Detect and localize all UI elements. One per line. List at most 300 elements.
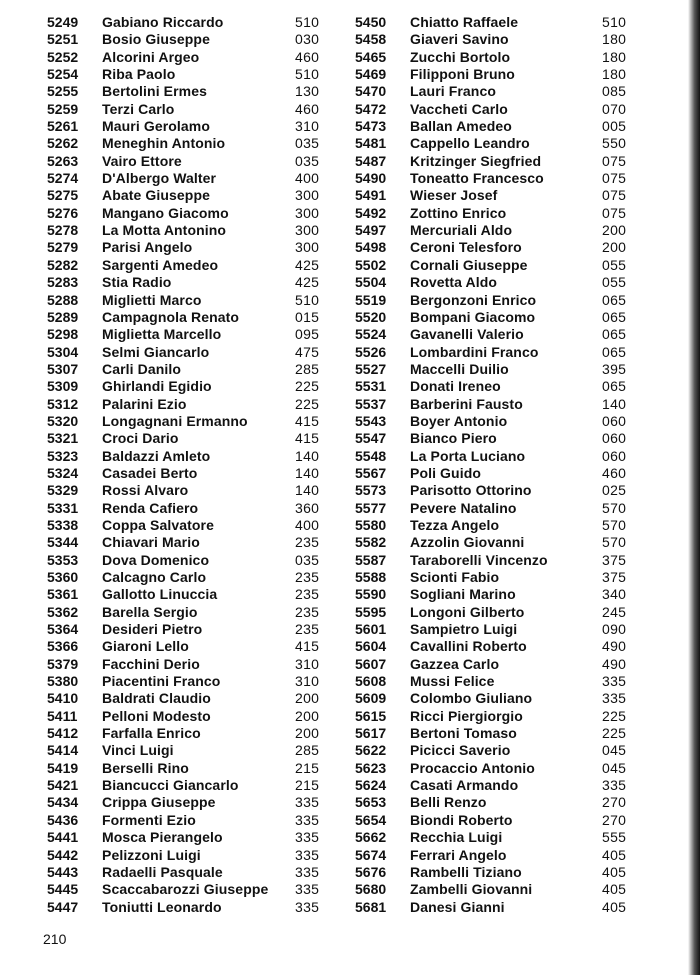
entry-code: 425: [295, 256, 320, 273]
entry-number: 5274: [47, 170, 79, 187]
list-item: [355, 812, 655, 829]
entry-code: 095: [295, 326, 320, 343]
list-item: [355, 31, 655, 48]
entry-code: 235: [295, 534, 320, 551]
entry-code: 570: [602, 534, 627, 551]
entry-number: 5654: [355, 811, 387, 828]
list-item: [355, 847, 655, 864]
list-item: [47, 725, 347, 742]
entry-name: Bertoni Tomaso: [410, 725, 517, 742]
list-item: [355, 552, 655, 569]
entry-code: 065: [602, 343, 627, 360]
entry-name: Gallotto Linuccia: [102, 586, 218, 603]
entry-number: 5604: [355, 638, 387, 655]
entry-number: 5288: [47, 291, 79, 308]
list-item: [355, 344, 655, 361]
list-item: [355, 708, 655, 725]
entry-name: Gavanelli Valerio: [410, 326, 524, 343]
entry-name: Longagnani Ermanno: [102, 412, 248, 429]
list-item: [355, 274, 655, 291]
entry-name: Piacentini Franco: [102, 673, 221, 690]
list-item: [47, 777, 347, 794]
entry-code: 245: [602, 603, 627, 620]
list-item: [47, 187, 347, 204]
entry-name: Recchia Luigi: [410, 829, 503, 846]
entry-name: Sampietro Luigi: [410, 621, 518, 638]
entry-code: 510: [295, 291, 320, 308]
entry-name: Lombardini Franco: [410, 343, 539, 360]
entry-name: Baldrati Claudio: [102, 690, 211, 707]
list-item: [47, 344, 347, 361]
entry-code: 085: [602, 83, 627, 100]
list-item: [355, 638, 655, 655]
list-item: [47, 656, 347, 673]
entry-name: Carli Danilo: [102, 360, 181, 377]
list-item: [47, 257, 347, 274]
entry-number: 5249: [47, 14, 79, 30]
entry-name: Sogliani Marino: [410, 586, 516, 603]
entry-code: 035: [295, 551, 320, 568]
entry-name: Parisi Angelo: [102, 239, 193, 256]
entry-name: Chiavari Mario: [102, 534, 200, 551]
list-item: [47, 378, 347, 395]
entry-name: Bosio Giuseppe: [102, 31, 210, 48]
entry-number: 5289: [47, 308, 79, 325]
entry-name: Giaveri Savino: [410, 31, 509, 48]
entry-code: 405: [602, 863, 627, 880]
entry-code: 060: [602, 430, 627, 447]
list-item: [47, 205, 347, 222]
entry-number: 5304: [47, 343, 79, 360]
list-item: [47, 118, 347, 135]
entry-number: 5344: [47, 534, 79, 551]
entry-number: 5379: [47, 655, 79, 672]
list-item: [47, 83, 347, 100]
list-item: [355, 413, 655, 430]
list-item: [355, 517, 655, 534]
entry-name: D'Albergo Walter: [102, 170, 217, 187]
list-item: [355, 690, 655, 707]
entry-code: 335: [295, 846, 320, 863]
entry-number: 5380: [47, 673, 79, 690]
entry-number: 5487: [355, 152, 387, 169]
entry-name: Stia Radio: [102, 274, 172, 291]
list-item: [47, 569, 347, 586]
list-item: [47, 326, 347, 343]
entry-name: Abate Giuseppe: [102, 187, 210, 204]
list-item: [47, 170, 347, 187]
entry-number: 5263: [47, 152, 79, 169]
entry-number: 5590: [355, 586, 387, 603]
entry-name: Filipponi Bruno: [410, 66, 515, 83]
entry-code: 285: [295, 742, 320, 759]
entry-code: 225: [602, 707, 627, 724]
entry-name: Poli Guido: [410, 464, 481, 481]
entry-code: 335: [602, 673, 627, 690]
entry-code: 035: [295, 135, 320, 152]
entry-name: Renda Cafiero: [102, 499, 199, 516]
entry-name: Bianco Piero: [410, 430, 497, 447]
list-item: [47, 500, 347, 517]
list-item: [47, 239, 347, 256]
list-item: [355, 656, 655, 673]
entry-code: 490: [602, 638, 627, 655]
entry-code: 235: [295, 621, 320, 638]
entry-number: 5261: [47, 118, 79, 135]
entry-number: 5309: [47, 378, 79, 395]
entry-code: 335: [602, 690, 627, 707]
entry-number: 5320: [47, 412, 79, 429]
entry-code: 225: [602, 725, 627, 742]
entry-number: 5588: [355, 569, 387, 585]
list-item: [355, 66, 655, 83]
entry-code: 570: [602, 516, 627, 533]
entry-code: 015: [295, 308, 320, 325]
entry-name: Ceroni Telesforo: [410, 239, 522, 256]
entry-code: 200: [295, 690, 320, 707]
entry-name: Mosca Pierangelo: [102, 829, 223, 846]
entry-name: Ghirlandi Egidio: [102, 378, 212, 395]
list-item: [47, 465, 347, 482]
entry-code: 490: [602, 655, 627, 672]
entry-number: 5531: [355, 378, 387, 395]
entry-name: Desideri Pietro: [102, 621, 203, 638]
entry-name: Scaccabarozzi Giuseppe: [102, 881, 269, 898]
list-item: [47, 812, 347, 829]
entry-number: 5527: [355, 360, 387, 377]
list-item: [355, 465, 655, 482]
entry-name: Miglietta Marcello: [102, 326, 222, 343]
list-item: [355, 673, 655, 690]
entry-number: 5622: [355, 742, 387, 759]
list-item: [47, 135, 347, 152]
entry-code: 235: [295, 586, 320, 603]
entry-number: 5324: [47, 464, 79, 481]
list-item: [47, 673, 347, 690]
list-item: [355, 239, 655, 256]
list-item: [47, 153, 347, 170]
list-item: [355, 604, 655, 621]
entry-number: 5362: [47, 603, 79, 620]
entry-number: 5436: [47, 811, 79, 828]
list-item: [355, 118, 655, 135]
entry-name: Cornali Giuseppe: [410, 256, 528, 273]
entry-name: Azzolin Giovanni: [410, 534, 525, 551]
entry-code: 335: [295, 863, 320, 880]
entry-code: 045: [602, 742, 627, 759]
list-item: [47, 847, 347, 864]
entry-number: 5307: [47, 360, 79, 377]
entry-name: Mauri Gerolamo: [102, 118, 210, 135]
list-item: [47, 621, 347, 638]
entry-code: 310: [295, 118, 320, 135]
entry-name: Scionti Fabio: [410, 569, 500, 585]
list-item: [355, 205, 655, 222]
entry-code: 510: [602, 14, 627, 30]
list-item: [355, 899, 655, 916]
list-item: [47, 742, 347, 759]
entry-name: Zambelli Giovanni: [410, 881, 533, 898]
list-item: [355, 292, 655, 309]
list-item: [355, 448, 655, 465]
entry-name: Ferrari Angelo: [410, 846, 507, 863]
entry-number: 5519: [355, 291, 387, 308]
list-item: [47, 31, 347, 48]
list-item: [47, 760, 347, 777]
entry-number: 5279: [47, 239, 79, 256]
entry-code: 310: [295, 673, 320, 690]
entry-code: 460: [602, 464, 627, 481]
entry-name: Meneghin Antonio: [102, 135, 226, 152]
entry-number: 5577: [355, 499, 387, 516]
list-item: [47, 794, 347, 811]
entry-number: 5595: [355, 603, 387, 620]
entry-code: 075: [602, 204, 627, 221]
entry-code: 335: [295, 829, 320, 846]
entry-name: Croci Dario: [102, 430, 179, 447]
entry-number: 5547: [355, 430, 387, 447]
entry-code: 075: [602, 170, 627, 187]
entry-number: 5623: [355, 759, 387, 776]
entry-code: 140: [295, 482, 320, 499]
list-item: [47, 482, 347, 499]
entry-number: 5470: [355, 83, 387, 100]
entry-name: Palarini Ezio: [102, 395, 187, 412]
list-item: [355, 83, 655, 100]
entry-name: Procaccio Antonio: [410, 759, 535, 776]
list-item: [355, 725, 655, 742]
entry-number: 5676: [355, 863, 387, 880]
entry-name: Toniutti Leonardo: [102, 898, 222, 915]
list-item: [355, 881, 655, 898]
list-item: [355, 187, 655, 204]
entry-number: 5364: [47, 621, 79, 638]
entry-name: Berselli Rino: [102, 759, 189, 776]
entry-code: 375: [602, 569, 627, 585]
entry-name: Vinci Luigi: [102, 742, 174, 759]
entry-name: Pelizzoni Luigi: [102, 846, 201, 863]
entry-code: 065: [602, 291, 627, 308]
entry-code: 180: [602, 48, 627, 65]
entry-number: 5674: [355, 846, 387, 863]
entry-code: 375: [602, 551, 627, 568]
entry-name: Rossi Alvaro: [102, 482, 189, 499]
entry-code: 415: [295, 412, 320, 429]
list-item: [355, 309, 655, 326]
entry-name: Biondi Roberto: [410, 811, 513, 828]
list-item: [355, 378, 655, 395]
entry-number: 5573: [355, 482, 387, 499]
list-item: [47, 864, 347, 881]
entry-name: Mercuriali Aldo: [410, 222, 513, 239]
entry-number: 5255: [47, 83, 79, 100]
entry-name: Wieser Josef: [410, 187, 498, 204]
entry-number: 5543: [355, 412, 387, 429]
entry-number: 5360: [47, 569, 79, 585]
entry-name: Facchini Derio: [102, 655, 200, 672]
entry-name: Vairo Ettore: [102, 152, 182, 169]
entry-number: 5490: [355, 170, 387, 187]
entry-name: Bompani Giacomo: [410, 308, 536, 325]
list-item: [355, 170, 655, 187]
entry-code: 510: [295, 66, 320, 83]
page-edge-shadow: [688, 0, 700, 975]
entry-code: 300: [295, 187, 320, 204]
list-item: [355, 326, 655, 343]
entry-name: Terzi Carlo: [102, 100, 175, 117]
entry-code: 555: [602, 829, 627, 846]
entry-code: 065: [602, 308, 627, 325]
entry-code: 550: [602, 135, 627, 152]
list-item: [355, 396, 655, 413]
entry-name: Bertolini Ermes: [102, 83, 207, 100]
entry-name: La Porta Luciano: [410, 447, 526, 464]
entry-number: 5567: [355, 464, 387, 481]
entry-code: 360: [295, 499, 320, 516]
entry-code: 225: [295, 395, 320, 412]
entry-code: 025: [602, 482, 627, 499]
entry-number: 5526: [355, 343, 387, 360]
list-item: [47, 534, 347, 551]
entry-name: Taraborelli Vincenzo: [410, 551, 548, 568]
list-item: [47, 899, 347, 916]
entry-name: Mangano Giacomo: [102, 204, 229, 221]
entry-code: 140: [295, 447, 320, 464]
entry-number: 5537: [355, 395, 387, 412]
entry-number: 5338: [47, 516, 79, 533]
list-item: [355, 829, 655, 846]
list-item: [47, 708, 347, 725]
list-item: [355, 101, 655, 118]
entry-name: Gazzea Carlo: [410, 655, 500, 672]
entry-name: Crippa Giuseppe: [102, 794, 216, 811]
entry-number: 5497: [355, 222, 387, 239]
entry-code: 030: [295, 31, 320, 48]
entry-number: 5472: [355, 100, 387, 117]
list-item: [47, 881, 347, 898]
entry-number: 5251: [47, 31, 79, 48]
entry-code: 200: [295, 725, 320, 742]
entry-number: 5680: [355, 881, 387, 898]
entry-number: 5587: [355, 551, 387, 568]
entry-number: 5329: [47, 482, 79, 499]
page-number: 210: [43, 931, 67, 947]
entry-code: 060: [602, 412, 627, 429]
entry-number: 5412: [47, 725, 79, 742]
entry-name: Casati Armando: [410, 777, 519, 794]
entry-name: Danesi Gianni: [410, 898, 505, 915]
entry-number: 5252: [47, 48, 79, 65]
entry-number: 5278: [47, 222, 79, 239]
entry-number: 5492: [355, 204, 387, 221]
entry-name: Ricci Piergiorgio: [410, 707, 523, 724]
entry-number: 5434: [47, 794, 79, 811]
entry-name: Donati Ireneo: [410, 378, 501, 395]
entry-code: 140: [602, 395, 627, 412]
entry-number: 5615: [355, 707, 387, 724]
list-item: [355, 49, 655, 66]
entry-code: 460: [295, 48, 320, 65]
entry-name: Miglietti Marco: [102, 291, 202, 308]
entry-number: 5447: [47, 898, 79, 915]
entry-number: 5450: [355, 14, 387, 30]
entry-code: 270: [602, 811, 627, 828]
entry-name: Casadei Berto: [102, 464, 198, 481]
entry-number: 5331: [47, 499, 79, 516]
entry-number: 5445: [47, 881, 79, 898]
entry-number: 5411: [47, 707, 78, 724]
list-item: [355, 760, 655, 777]
list-item: [47, 66, 347, 83]
entry-code: 180: [602, 66, 627, 83]
entry-number: 5582: [355, 534, 387, 551]
entry-code: 225: [295, 378, 320, 395]
list-item: [47, 309, 347, 326]
list-item: [355, 430, 655, 447]
entry-code: 510: [295, 14, 320, 30]
entry-number: 5609: [355, 690, 387, 707]
entry-number: 5502: [355, 256, 387, 273]
entry-name: Gabiano Riccardo: [102, 14, 224, 30]
list-item: [47, 222, 347, 239]
entry-code: 130: [295, 83, 320, 100]
entry-number: 5617: [355, 725, 387, 742]
entry-name: Pevere Natalino: [410, 499, 517, 516]
list-item: [355, 135, 655, 152]
left-column: [47, 14, 347, 916]
entry-number: 5548: [355, 447, 387, 464]
entry-number: 5414: [47, 742, 79, 759]
entry-name: Barberini Fausto: [410, 395, 523, 412]
entry-code: 335: [602, 777, 627, 794]
entry-number: 5312: [47, 395, 79, 412]
entry-code: 090: [602, 621, 627, 638]
entry-code: 075: [602, 152, 627, 169]
list-item: [47, 430, 347, 447]
entry-number: 5283: [47, 274, 79, 291]
entry-name: La Motta Antonino: [102, 222, 227, 239]
list-item: [47, 604, 347, 621]
list-item: [355, 864, 655, 881]
entry-number: 5662: [355, 829, 387, 846]
entry-name: Boyer Antonio: [410, 412, 508, 429]
entry-code: 075: [602, 187, 627, 204]
entry-number: 5419: [47, 759, 79, 776]
entry-name: Vaccheti Carlo: [410, 100, 508, 117]
entry-code: 405: [602, 881, 627, 898]
entry-number: 5298: [47, 326, 79, 343]
entry-code: 200: [602, 222, 627, 239]
entry-number: 5259: [47, 100, 79, 117]
entry-code: 235: [295, 603, 320, 620]
entry-code: 340: [602, 586, 627, 603]
entry-code: 475: [295, 343, 320, 360]
entry-code: 180: [602, 31, 627, 48]
list-item: [47, 448, 347, 465]
entry-number: 5361: [47, 586, 79, 603]
entry-code: 405: [602, 898, 627, 915]
entry-code: 395: [602, 360, 627, 377]
list-item: [355, 586, 655, 603]
entry-name: Giaroni Lello: [102, 638, 189, 655]
entry-name: Calcagno Carlo: [102, 569, 207, 585]
list-item: [355, 482, 655, 499]
entry-number: 5473: [355, 118, 387, 135]
entry-name: Biancucci Giancarlo: [102, 777, 239, 794]
entry-code: 400: [295, 170, 320, 187]
list-item: [47, 101, 347, 118]
entry-name: Selmi Giancarlo: [102, 343, 210, 360]
